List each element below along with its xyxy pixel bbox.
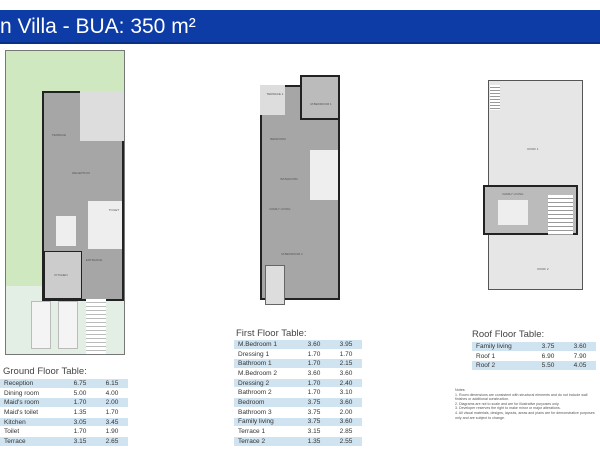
room-label: RECEPTION — [72, 171, 90, 175]
note-line: 4. All visual materials, designs, layouts, areas and plans are for demonstrative purposes only and are subject to change. — [455, 410, 595, 420]
room-width: 6.90 — [541, 352, 555, 360]
room-length: 3.10 — [339, 389, 353, 397]
roof-table-title: Roof Floor Table: — [472, 329, 545, 340]
room-label: M.BEDROOM 2 — [281, 252, 303, 256]
room-length: 3.60 — [573, 342, 587, 350]
room-label: ROOF 2 — [537, 267, 549, 271]
room-width: 1.70 — [307, 389, 321, 397]
room-label: ENTRANCE — [85, 258, 103, 262]
room-name: Bathroom 3 — [238, 408, 272, 416]
room-label: FAMILY LIVING — [502, 192, 524, 196]
room-length: 2.40 — [339, 379, 353, 387]
room-length: 6.15 — [105, 379, 119, 387]
room-name: Dining room — [4, 389, 40, 397]
room-name: Family living — [476, 342, 512, 350]
ground-table-title: Ground Floor Table: — [3, 366, 87, 377]
table-row — [234, 359, 362, 369]
table-row — [0, 398, 128, 408]
room-width: 3.15 — [307, 428, 321, 436]
room-name: Roof 1 — [476, 352, 496, 360]
room-name: Maid's toilet — [4, 408, 39, 416]
room-length: 2.65 — [105, 437, 119, 445]
room-length: 3.45 — [105, 418, 119, 426]
room-name: Bathroom 1 — [238, 360, 272, 368]
notes — [455, 388, 600, 420]
room-width: 3.75 — [307, 418, 321, 426]
room-length: 3.60 — [339, 418, 353, 426]
table-row — [0, 408, 128, 418]
table-row — [234, 379, 362, 389]
room-length: 7.90 — [573, 352, 587, 360]
room-label: BEDROOM — [270, 137, 286, 141]
room-length: 2.15 — [339, 360, 353, 368]
room-label: M.BEDROOM 1 — [310, 102, 332, 106]
roof-plan — [478, 75, 583, 290]
room-width: 1.70 — [307, 379, 321, 387]
roof-floor-table — [472, 342, 596, 371]
room-width: 6.75 — [73, 379, 87, 387]
room-name: Reception — [4, 379, 34, 387]
room-name: Bedroom — [238, 398, 265, 406]
room-width: 1.35 — [307, 437, 321, 445]
room-width: 1.70 — [307, 350, 321, 358]
room-length: 1.70 — [339, 350, 353, 358]
room-width: 1.70 — [307, 360, 321, 368]
room-length: 4.00 — [105, 389, 119, 397]
room-width: 5.50 — [541, 362, 555, 370]
room-length: 2.00 — [105, 399, 119, 407]
room-length: 3.60 — [339, 398, 353, 406]
room-name: Terrace 1 — [238, 428, 266, 436]
room-name: Terrace 2 — [238, 437, 266, 445]
room-name: M.Bedroom 2 — [238, 369, 278, 377]
room-length: 4.05 — [573, 362, 587, 370]
room-width: 5.00 — [73, 389, 87, 397]
room-width: 3.75 — [541, 342, 555, 350]
room-label: TOILET — [108, 208, 120, 212]
room-width: 3.60 — [307, 340, 321, 348]
room-label: ROOF 1 — [527, 147, 539, 151]
table-row — [472, 342, 596, 352]
ground-floor-plan — [5, 50, 125, 355]
room-name: Family living — [238, 418, 274, 426]
room-length: 2.85 — [339, 428, 353, 436]
room-label: KITCHEN — [54, 273, 68, 277]
room-width: 1.70 — [73, 428, 87, 436]
room-width: 3.75 — [307, 398, 321, 406]
room-width: 3.60 — [307, 369, 321, 377]
note-line: 3. Developer reserves the right to make minor or major alterations. — [455, 406, 561, 411]
room-length: 1.90 — [105, 428, 119, 436]
room-length: 3.95 — [339, 340, 353, 348]
room-length: 2.00 — [339, 408, 353, 416]
table-row — [234, 388, 362, 398]
table-row — [0, 437, 128, 447]
room-name: Toilet — [4, 428, 20, 436]
table-row — [472, 361, 596, 371]
table-row — [472, 352, 596, 362]
room-label: BATHROOM — [280, 177, 298, 181]
table-row — [234, 418, 362, 428]
room-name: Maid's room — [4, 399, 40, 407]
ground-floor-table — [0, 379, 128, 447]
table-row — [0, 427, 128, 437]
room-label: TERRACE 1 — [266, 92, 284, 96]
note-line: 2. Diagrams are not to scale and are for illustrative purposes only. — [455, 401, 560, 406]
room-width: 3.15 — [73, 437, 87, 445]
room-width: 3.05 — [73, 418, 87, 426]
first-floor-table — [234, 340, 362, 447]
room-name: Dressing 2 — [238, 379, 270, 387]
room-length: 2.55 — [339, 437, 353, 445]
room-width: 3.75 — [307, 408, 321, 416]
table-row — [234, 350, 362, 360]
note-line: 1. Room dimensions are consistent with structural elements and do not include wall finishes or additional construction. — [455, 392, 588, 402]
table-row — [0, 418, 128, 428]
page-title: n Villa - BUA: 350 m² — [0, 15, 196, 38]
table-row — [234, 369, 362, 379]
room-length: 3.60 — [339, 369, 353, 377]
room-name: Kitchen — [4, 418, 26, 426]
table-row — [0, 389, 128, 399]
room-name: M.Bedroom 1 — [238, 340, 278, 348]
first-floor-plan — [255, 70, 345, 310]
room-name: Terrace — [4, 437, 26, 445]
notes-title: Notes: — [455, 388, 466, 392]
table-row — [234, 437, 362, 447]
table-row — [234, 408, 362, 418]
title-banner — [0, 10, 600, 44]
room-name: Dressing 1 — [238, 350, 270, 358]
room-width: 1.70 — [73, 399, 87, 407]
table-row — [234, 398, 362, 408]
table-row — [0, 379, 128, 389]
room-name: Bathroom 2 — [238, 389, 272, 397]
room-label: TERRACE — [51, 133, 67, 137]
room-label: FAMILY LIVING — [269, 207, 291, 211]
room-width: 1.35 — [73, 408, 87, 416]
first-table-title: First Floor Table: — [236, 328, 307, 339]
table-row — [234, 340, 362, 350]
room-name: Roof 2 — [476, 362, 496, 370]
room-length: 1.70 — [105, 408, 119, 416]
table-row — [234, 427, 362, 437]
